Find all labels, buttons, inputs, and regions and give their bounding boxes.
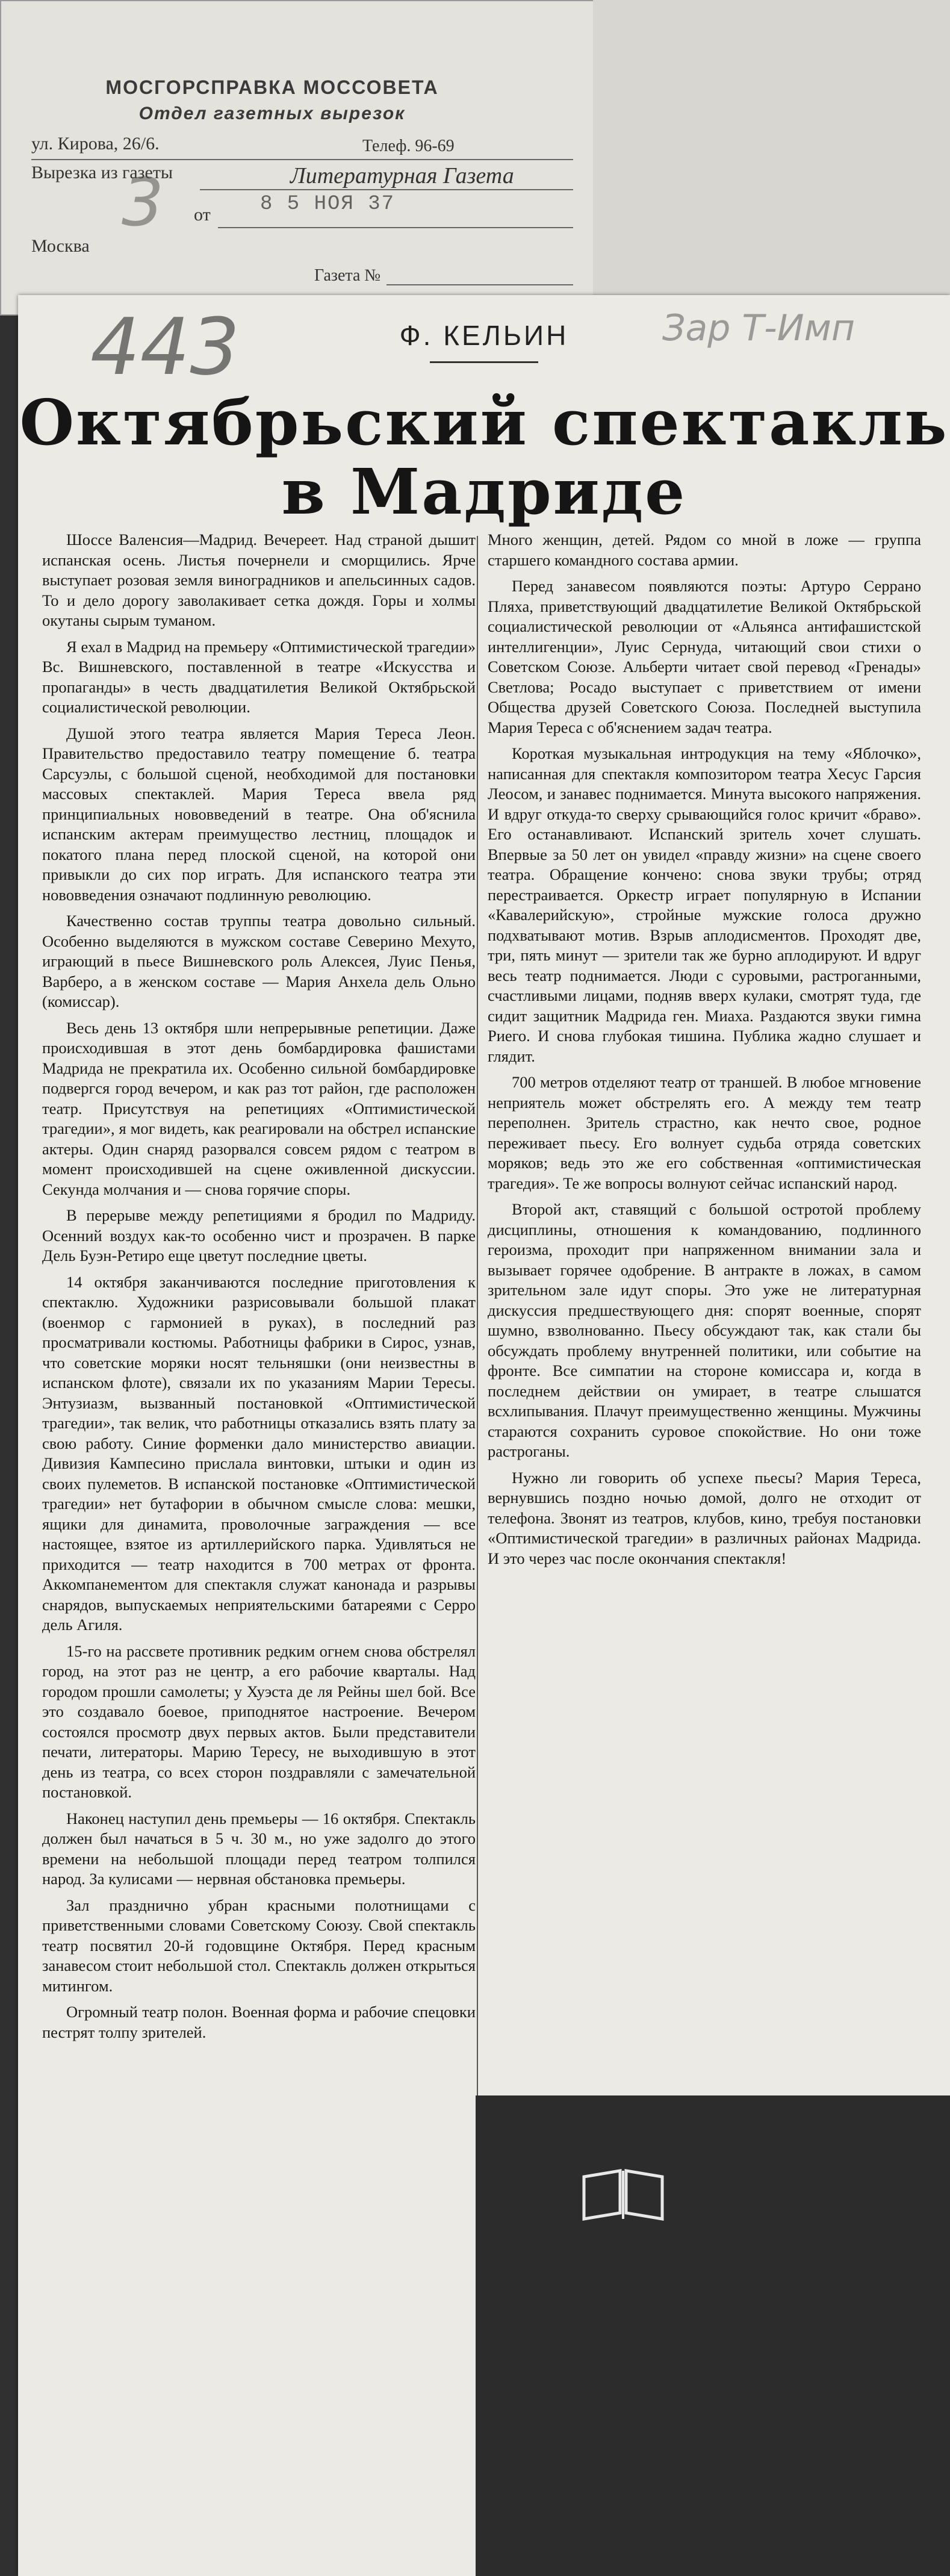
bureau-phone: Телеф. 96-69 [362,137,455,155]
article-author: Ф. КЕЛЬИН [399,320,569,351]
city-label: Москва [31,236,90,256]
bureau-department: Отдел газетных вырезок [138,104,406,123]
paragraph: Наконец наступил день премьеры — 16 октября. Спектакль должен был начаться в 5 ч. 30 м., но уже задолго до этого времени на небольшой площади перед театром толпился народ. За кулисами — нервная обстановка премьеры. [42,1809,476,1888]
paragraph: В перерыве между репетициями я бродил по Мадриду. Осенний воздух как-то особенно чист и прозрачен. В парке Дель Буэн-Ретиро еще цветут последние цветы. [42,1206,476,1265]
newspaper-rule [200,189,573,190]
paragraph: Зал празднично убран красными полотнищами с приветственными словами Советскому Союзу. Свой спектакль театр посвятил 20-й годовщине Октября. Перед красным занавесом стоит небольшой стол. Спектакль должен открыться митингом. [42,1896,476,1995]
clipping-bureau-label [0,0,595,316]
paragraph: Второй акт, ставящий с большой остротой проблему дисциплины, отношения к командованию, подлинного героизма, проходит при напряженном внимании зала и вызывает горячее одобрение. В антракте в ложах, в самом зрительном зале идут споры. Это уже не литературная дискуссия предшествующего дня: спорят военные, спорят шумно, взволнованно. Пьесу обсуждают так, как стали бы обсуждать проблему внутренней политики, или событие на фронте. Все симпатии на стороне комиссара и, когда в последнем действии он умирает, в театре слышатся всхлипывания. Плачут преимущественно женщины. Мужчины стараются сохранить суровое спокойствие. Но они тоже растроганы. [488,1200,921,1460]
issue-label: Газета № [314,266,381,285]
handwritten-number: 443 [90,301,240,393]
article-left-column [42,530,476,2049]
paragraph: 700 метров отделяют театр от траншей. В любое мгновение неприятель может обстрелять его. А между тем театр переполнен. Зритель страстно, как нечто свое, родное переживает пьесу. Его волнует судьба отряда советских моряков; ведь это же его собственная «оптимистическая трагедия». Те же вопросы волнуют сейчас испанский народ. [488,1073,921,1192]
bureau-name: МОСГОРСПРАВКА МОССОВЕТА [105,76,439,98]
handwritten-side-note: Зар Т-Имп [662,307,855,349]
article-title-line-2: в Мадриде [281,455,687,529]
paragraph: Много женщин, детей. Рядом со мной в ложе — группа старшего командного состава армии. [488,530,921,569]
from-label: от [194,205,211,225]
date-rule [218,227,573,228]
paragraph: Перед занавесом появляются поэты: Артуро Серрано Пляха, приветствующий двадцатилетие Великой Октябрьской социалистической революции от «Альянса антифашистской интеллигенции», Луис Сернуда, читающий свои стихи о Советском Союзе. Альберти читает свой перевод «Гренады» Светлова; Росадо выступает с приветствием от имени Общества друзей Советского Союза. Последней выступила Мария Тереса с об'яснением задач театра. [488,577,921,736]
handwritten-mark: 3 [122,164,164,241]
paragraph: Шоссе Валенсия—Мадрид. Вечереет. Над страной дышит испанская осень. Листья почернели и сморщились. Ярче выступает розовая земля виноградников и апельсинных садов. То и дело дорогу заволакивает сетка дождя. Горы и холмы окутаны сырым туманом. [42,530,476,629]
open-book-icon [578,2165,668,2225]
paragraph: 15-го на рассвете противник редким огнем снова обстрелял город, на этот раз не центр, а его рабочие кварталы. Над городом прошли самолеты; у Хуэста де ля Рейны шел бой. Все это создавало боевое, приподнятое настроение. Вечером состоялся просмотр двух первых актов. Были представители печати, литераторы. Марию Тересу, не выходившую в этот день из театра, со всех сторон поздравляли с замечательной постановкой. [42,1641,476,1801]
paragraph: Нужно ли говорить об успехе пьесы? Мария Тереса, вернувшись поздно ночью домой, долго не отходит от телефона. Звонят из театров, клубов, кино, требуя постановки «Оптимистической трагедии» в различных районах Мадрида. И это через час после окончания спектакля! [488,1468,921,1567]
clipping-from-label: Вырезка из газеты [31,163,173,182]
paragraph: Качественно состав труппы театра довольно сильный. Особенно выделяются в мужском составе Северино Мехуто, играющий в пьесе Вишневского роль Алексея, Луис Пенья, Варберо, а в женском составе — Мария Анхела дель Ольно (комиссар). [42,912,476,1010]
paragraph: Весь день 13 октября шли непрерывные репетиции. Даже происходившая в этот день бомбардировка фашистами Мадрида не прекратила их. Особенно сильной бомбардировке подвергся город вечером, и как раз тот район, где расположен театр. Присутствуя на репетициях «Оптимистической трагедии», я мог видеть, как реагировали на обстрел испанские актеры. Один снаряд разорвался совсем рядом с театром в момент происходившей на сцене оживленной дискуссии. Секунда молчания и — снова горячие споры. [42,1018,476,1198]
paragraph: 14 октября заканчиваются последние приготовления к спектаклю. Художники разрисовывали большой плакат (военмор с гармонией в руках), в последний раз просматривали костюмы. Работницы фабрики в Сирос, узнав, что советские моряки носят тельняшки (они неизвестны в испанском флоте), связали их по указаниям Марии Тересы. Энтузиазм, вызванный постановкой «Оптимистической трагедии», так велик, что работницы отказались взять плату за свою работу. Синие форменки дало министерство авиации. Дивизия Кампесино прислала винтовки, штыки и один из своих пулеметов. В испанской постановке «Оптимистической трагедии» нет бутафории в обычном смысле слова: мешки, ящики для динамита, проволочные заграждения — все настоящее, взятое из артиллерийского парка. Удивляться не приходится — театр находится в 700 метрах от фронта. Аккомпанементом для спектакля служат канонада и разрывы снарядов, выпускаемых неприятельскими батареями с Серро дель Агиля. [42,1272,476,1634]
paragraph: Я ехал в Мадрид на премьеру «Оптимистической трагедии» Вс. Вишневского, поставленной в театре «Искусства и пропаганды» в честь двадцатилетия Великой Октябрьской социалистической революции. [42,637,476,716]
article-title-line-1: Октябрьский спектакль [19,385,949,459]
article-right-column [488,530,921,1575]
newspaper-name: Литературная Газета [290,163,514,188]
dark-background-region [476,2095,950,2576]
bureau-rule [31,159,573,160]
paragraph: Короткая музыкальная интродукция на тему «Яблочко», написанная для спектакля композитором театра Хесус Гарсия Леосом, и занавес поднимается. Минута высокого напряжения. И вдруг откуда-то сверху срывающийся голос кричит «браво». Его останавливают. Испанский зритель хочет слушать. Впервые за 50 лет он увидел «правду жизни» на сцене своего театра. Обращение кончено: снова звуки трубы; отряд перестраивается. Оркестр играет популярную в Испании «Кавалерийскую», стройные мужские голоса дружно подхватывают мотив. Взрыв аплодисментов. Проходят две, три, пять минут — зрители так же бурно аплодируют. И вдруг весь театр поднимается. Люди с суровыми, растроганными, счастливыми лицами, подняв вверх кулаки, смотрят туда, где сидит защитник Мадрида ген. Миаха. Раздаются звуки гимна Риего. И снова глубокая тишина. Публика жадно слушает и глядит. [488,744,921,1065]
date-stamp: 8 5 НОЯ 37 [260,193,396,216]
issue-rule [387,284,573,285]
paragraph: Душой этого театра является Мария Тереса Леон. Правительство предоставило театру помещение б. театра Сарсуэлы, с большой сценой, необходимой для постановки массовых спектаклей. Мария Тереса ввела ряд принципиальных нововведений в театре. Она об'яснила испанским актерам преимущество лестниц, площадок и покатого плана перед плоской сценой, на которой они привыкли до сих пор играть. Для испанского театра эти нововведения означают подлинную революцию. [42,724,476,904]
bureau-address: ул. Кирова, 26/6. [31,134,160,154]
author-rule [430,361,538,363]
paragraph: Огромный театр полон. Военная форма и рабочие спецовки пестрят толпу зрителей. [42,2003,476,2041]
right-edge-strip [593,0,950,313]
